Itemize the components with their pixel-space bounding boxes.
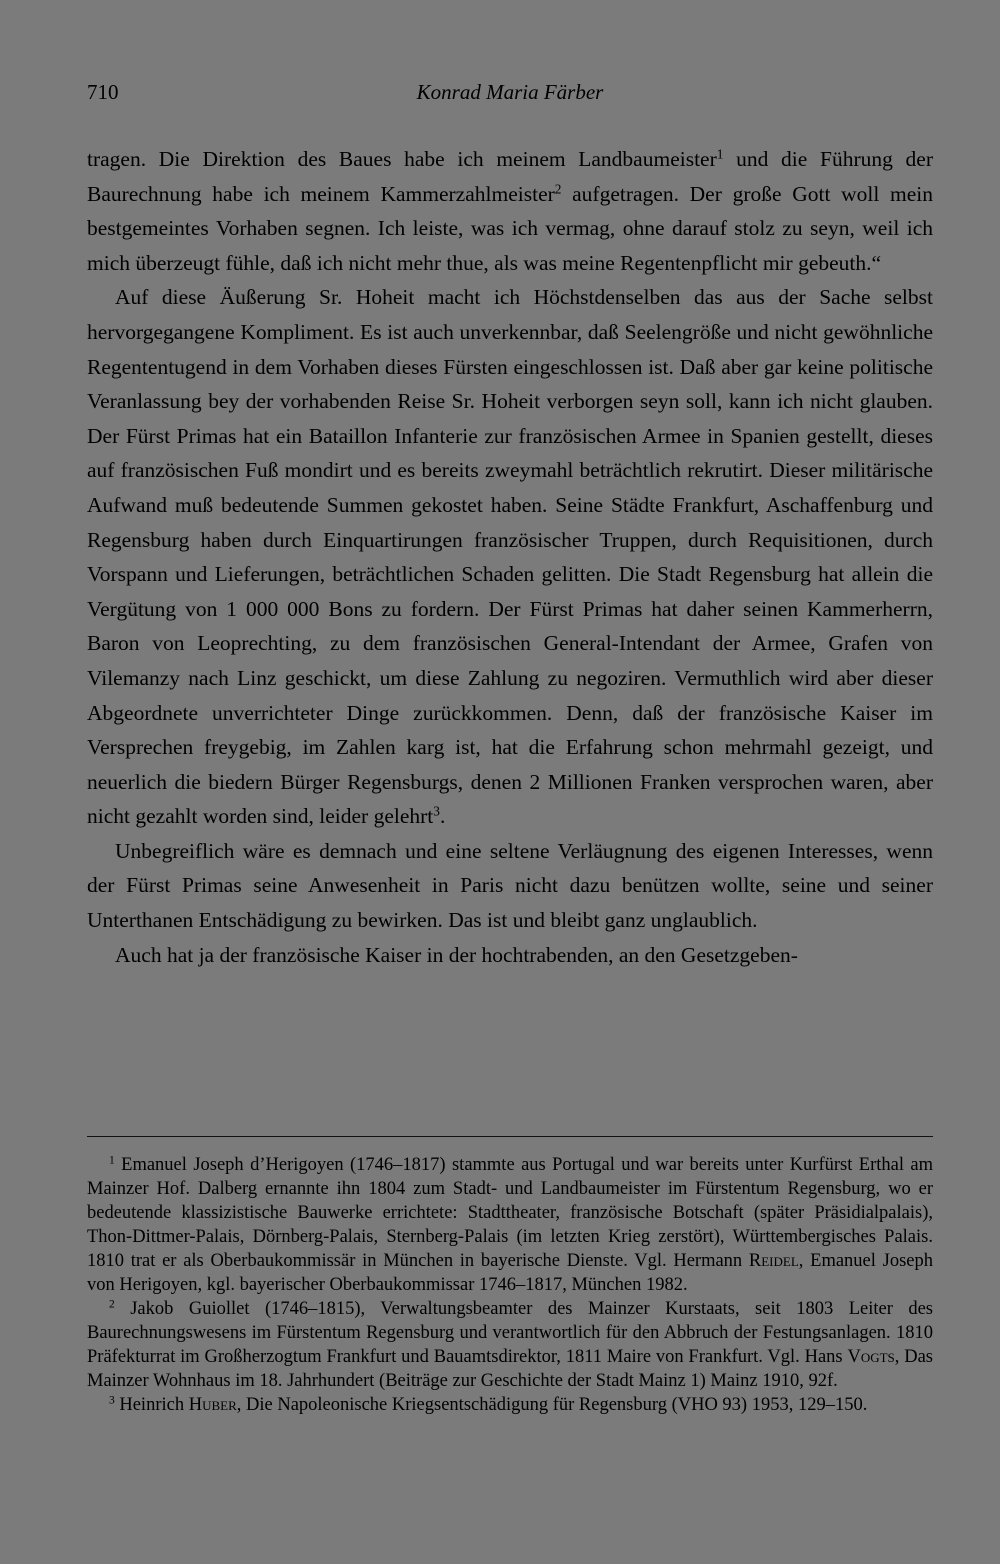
paragraph-text: und die Führung der Baurechnung habe ich meinem Kammerzahlmeister xyxy=(87,147,933,206)
footnote-2 xyxy=(87,1297,933,1393)
footnote-author: Reidel xyxy=(748,1251,799,1271)
footnote-text: Jakob Guiollet (1746–1815), Verwaltungsbeamter des Mainzer Kurstaats, seit 1803 Leiter des Baurechnungswesens im Fürstentum Regensburg und verantwortlich für den Abbruch der Festungsanlagen. 1810 Präfekturrat im Großherzogtum Frankfurt und Bauamtsdirektor, 1811 Maire von Frankfurt. Vgl. Hans xyxy=(87,1299,934,1367)
footnote-divider xyxy=(87,1136,933,1137)
footnote-ref-2: 2 xyxy=(554,181,562,197)
footnote-marker: 1 xyxy=(109,1154,115,1167)
footnote-text: , Emanuel Joseph von Herigoyen, kgl. bayerischer Oberbaukommissar 1746–1817, München 1982. xyxy=(87,1251,933,1295)
main-text xyxy=(87,142,933,972)
paragraph-1 xyxy=(87,142,933,280)
footnote-marker: 3 xyxy=(109,1394,115,1407)
footnote-text: Emanuel Joseph d’Herigoyen (1746–1817) stammte aus Portugal und war bereits unter Kurfürst Erthal am Mainzer Hof. Dalberg ernannte ihn 1804 zum Stadt- und Landbaumeister im Fürstentum Regensburg, wo er bedeutende klassizistische Bauwerke errichtete: Stadttheater, französische Botschaft (später Präsidialpalais), Thon-Dittmer-Palais, Dörnberg-Palais, Sternberg-Palais (im letzten Krieg zerstört), Württembergisches Palais. 1810 trat er als Oberbaukommissär in München in bayerische Dienste. Vgl. Hermann xyxy=(87,1155,933,1271)
paragraph-2 xyxy=(87,280,933,834)
running-head xyxy=(87,80,933,110)
paragraph-text: aufgetragen. Der große Gott woll mein bestgemeintes Vorhaben segnen. Ich leiste, was ich vermag, ohne darauf stolz zu seyn, weil ich mich überzeugt fühle, daß ich nicht mehr thue, als was meine Regentenpflicht mir gebeuth.“ xyxy=(87,181,933,275)
footnote-text: Heinrich xyxy=(119,1395,189,1415)
page-number: 710 xyxy=(87,80,119,104)
paragraph-text: Auf diese Äußerung Sr. Hoheit macht ich Höchstdenselben das aus der Sache selbst hervorgegangene Kompliment. Es ist auch unverkennbar, daß Seelengröße und nicht gewöhnliche Regententugend in dem Vorhaben dieses Fürsten eingeschlossen ist. Daß aber gar keine politische Veranlassung bey der vorhabenden Reise Sr. Hoheit verborgen seyn soll, kann ich nicht glauben. Der Fürst Primas hat ein Bataillon Infanterie zur französischen Armee in Spanien gestellt, dieses auf französischen Fuß mondirt und es bereits zweymahl beträchtlich rekrutirt. Dieser militärische Aufwand muß bedeutende Summen gekostet haben. Seine Städte Frankfurt, Aschaffenburg und Regensburg haben durch Einquartirungen französischer Truppen, durch Requisitionen, durch Vorspann und Lieferungen, beträchtlichen Schaden gelitten. Die Stadt Regensburg hat allein die Vergütung von 1 000 000 Bons zu fordern. Der Fürst Primas hat daher seinen Kammerherrn, Baron von Leoprechting, zu dem französischen General-Intendant der Armee, Grafen von Vilemanzy nach Linz geschickt, um diese Zahlung zu negoziren. Vermuthlich wird aber dieser Abgeordnete unverrichteter Dinge zurückkommen. Denn, daß der französische Kaiser im Versprechen freygebig, im Zahlen karg ist, hat die Erfahrung schon mehrmahl gezeigt, und neuerlich die biedern Bürger Regensburgs, denen 2 Millionen Franken versprochen waren, aber nicht gezahlt worden sind, leider gelehrt xyxy=(87,285,933,829)
footnote-author: Huber xyxy=(188,1395,237,1415)
footnote-text: , Das Mainzer Wohnhaus im 18. Jahrhundert (Beiträge zur Geschichte der Stadt Mainz 1) Mainz 1910, 92f. xyxy=(87,1347,933,1391)
footnotes xyxy=(87,1153,933,1417)
running-title: Konrad Maria Färber xyxy=(416,80,604,104)
footnote-marker: 2 xyxy=(109,1298,115,1311)
paragraph-3: Unbegreiflich wäre es demnach und eine seltene Verläugnung des eigenen Interesses, wenn der Fürst Primas seine Anwesenheit in Paris nicht dazu benützen wollte, seine und seiner Unterthanen Entschädigung zu bewirken. Das ist und bleibt ganz unglaublich. xyxy=(87,838,933,933)
footnote-text: , Die Napoleonische Kriegsentschädigung für Regensburg (VHO 93) 1953, 129–150. xyxy=(236,1395,868,1415)
paragraph-4: Auch hat ja der französische Kaiser in der hochtrabenden, an den Gesetzgeben- xyxy=(115,942,798,967)
paragraph-text: tragen. Die Direktion des Baues habe ich meinem Landbaumeister xyxy=(87,147,717,171)
paragraph-text: . xyxy=(439,804,446,829)
footnote-3 xyxy=(87,1393,933,1417)
footnote-ref-3: 3 xyxy=(433,803,440,819)
footnote-1 xyxy=(87,1153,933,1297)
footnote-author: Vogts xyxy=(847,1347,895,1367)
footnote-ref-1: 1 xyxy=(716,146,724,162)
